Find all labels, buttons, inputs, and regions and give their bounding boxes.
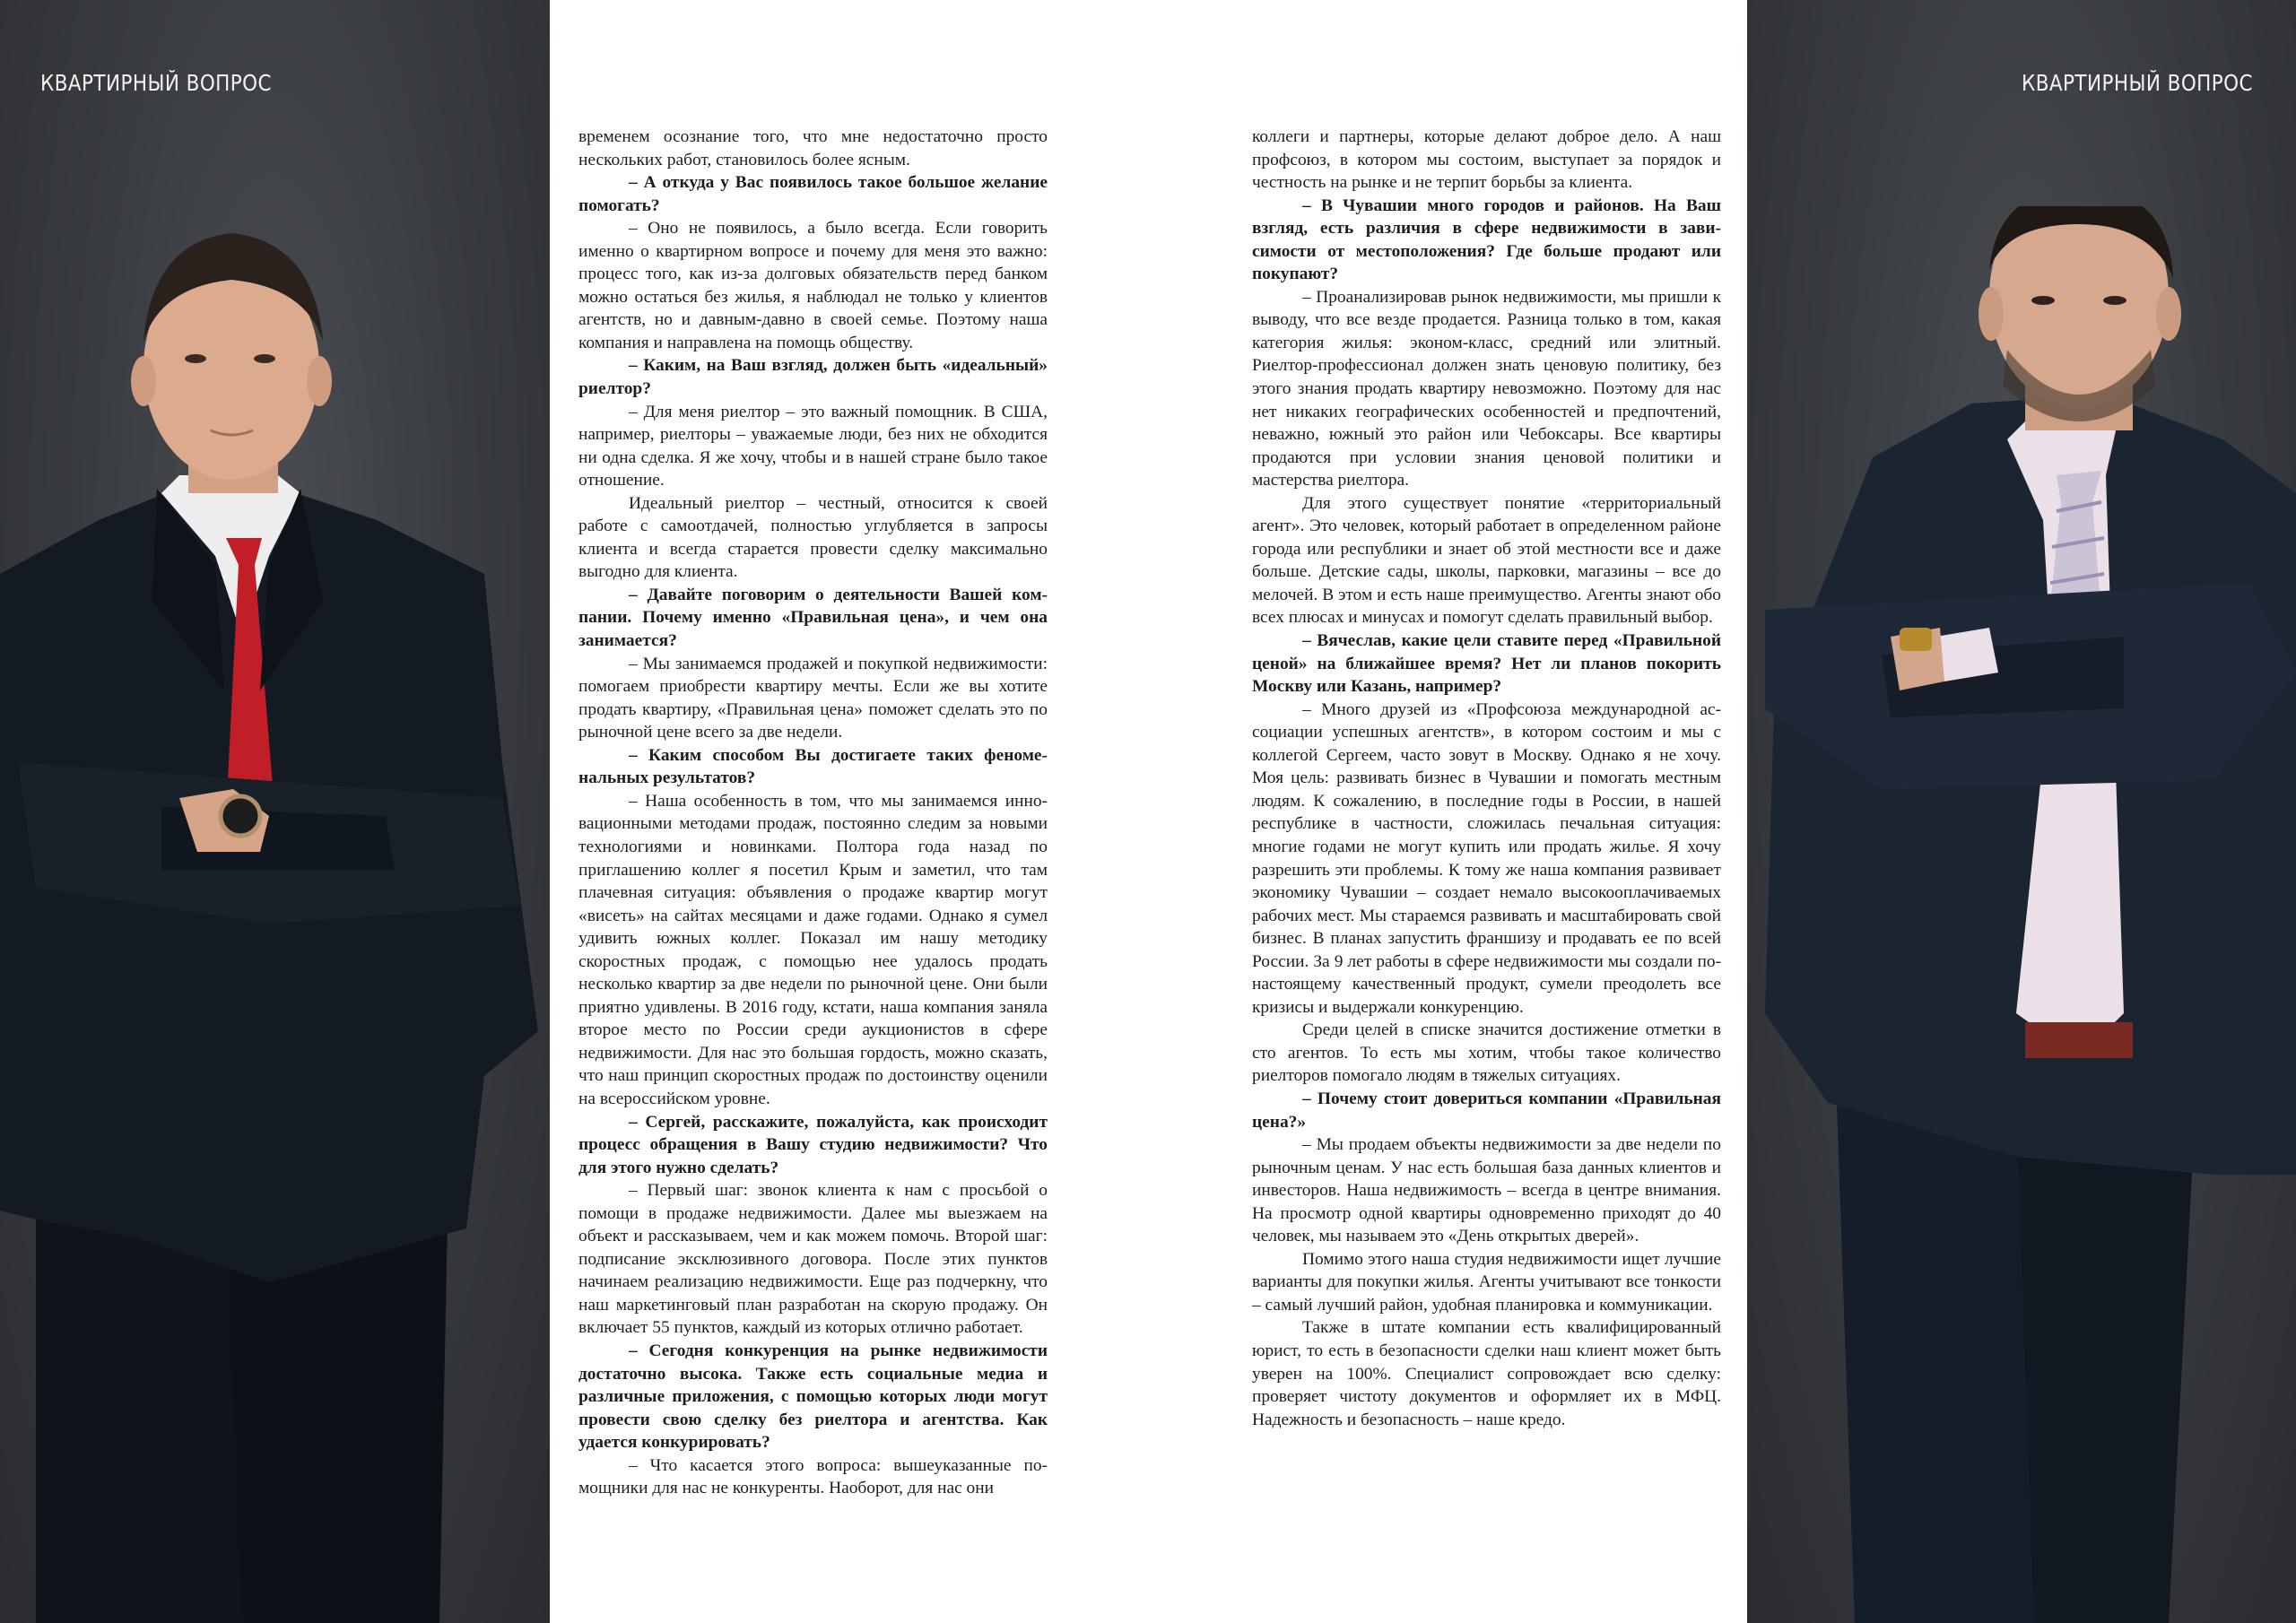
- interview-answer: Также в штате компании есть квалифицированный юрист, то есть в безопасности сделки наш клиент может быть уверен на 100%. Специалист сопровождает всю сделку: проверяет чистоту документов и оформляет их в МФЦ. Надежность и безопасность – наше кредо.: [1252, 1318, 1721, 1429]
- interview-question: – Сегодня конкуренция на рынке недвижимости достаточно высока. Также есть социальные медиа и различные приложения, с помощью которых люди могут провести свою сделку без риелтора и агентства. Как удается конкурировать?: [578, 1341, 1048, 1453]
- interview-answer: – Мы продаем объекты недвижимости за две недели по рыночным ценам. У нас есть большая база данных клиентов и инвесторов. Наша недвижимость – всегда в центре внимания. На просмотр одной квартиры одновременно приходят до 40 человек, мы называем это «День открытых дверей».: [1252, 1135, 1721, 1246]
- article-column-right: [1252, 126, 1721, 1431]
- interview-answer: – Много друзей из «Профсоюза международной ассоциации успешных агентств», в котором состоим и мы с коллегой Сергеем, часто зовут в Москву. Однако я не хочу. Моя цель: развивать бизнес в Чувашии и помогать местным людям. К сожалению, в последние годы в России, в нашей республике в частности, сложилась печальная ситуация: многие годами не могут купить или продать жилье. Я хочу разрешить эти проблемы. К тому же наша компания развивает экономику Чувашии – создает немало высокооплачиваемых рабочих мест. Мы стараемся развивать и масштабировать свой бизнес. В планах запустить франшизу и продавать ее по всей России. За 9 лет работы в сфере недвижимости мы создали по-настоящему качественный продукт, сумели преодолеть все кризисы и выдержали конкуренцию.: [1252, 699, 1721, 1017]
- article-column-left: [578, 126, 1048, 1500]
- interview-answer: – Оно не появилось, а было всегда. Если говорить именно о квартирном вопросе и почему для меня это важно: процесс того, как из-за долговых обязательств перед банком можно остаться без жилья, я наблюдал не только у клиентов агентств, но и давным-давно в своей семье. Поэтому наша компания и направлена на помощь обществу.: [578, 219, 1048, 352]
- article-text-panel: [550, 0, 1747, 1623]
- portrait-left: [0, 224, 550, 1623]
- interview-question: – А откуда у Вас появилось такое большое желание помогать?: [578, 173, 1048, 215]
- interview-answer: – Для меня риелтор – это важный помощник. В США, например, риелторы – уважаемые люди, без них не обходится ни одна сделка. Я же хочу, чтобы и в нашей стране было такое отношение.: [578, 402, 1048, 490]
- interview-answer: временем осознание того, что мне недостаточно просто нескольких работ, становилось более ясным.: [578, 127, 1048, 169]
- right-photo-panel: [1747, 0, 2296, 1623]
- interview-answer: Помимо этого наша студия недвижимости ищет лучшие варианты для покупки жилья. Агенты учитывают все тонкости – самый лучший район, удобная планировка и коммуникации.: [1252, 1249, 1721, 1315]
- interview-question: – Почему стоит довериться компании «Правильная цена?»: [1252, 1089, 1721, 1132]
- interview-answer: Среди целей в списке значится достижение отметки в сто агентов. То есть мы хотим, чтобы такое количество риелторов помогало людям в тяжелых ситуациях.: [1252, 1020, 1721, 1086]
- interview-answer: – Проанализировав рынок недвижимости, мы пришли к выводу, что все везде продается. Разница только в том, какая категория жилья: эконом-класс, средний или элитный. Риелтор-профессионал должен знать ценовую политику, без этого знания продать квартиру невозможно. Поэтому для нас нет никаких географических особенностей и предпочтений, неважно, южный это район или Чебоксары. Все квартиры продаются при условии знания ценовой политики и мастерства риелтора.: [1252, 287, 1721, 490]
- interview-question: – Каким способом Вы достигаете таких феноменальных результатов?: [578, 745, 1048, 788]
- interview-question: – Давайте поговорим о деятельности Вашей компании. Почему именно «Правильная цена», и чем она занимается?: [578, 585, 1048, 651]
- interview-answer: – Мы занимаемся продажей и покупкой недвижимости: помогаем приобрести квартиру мечты. Если же вы хотите продать квартиру, «Правильная цена» поможет сделать это по рыночной цене всего за две недели.: [578, 654, 1048, 742]
- interview-question: – Вячеслав, какие цели ставите перед «Правильной ценой» на ближайшее время? Нет ли планов покорить Москву или Казань, например?: [1252, 631, 1721, 697]
- section-title-left: КВАРТИРНЫЙ ВОПРОС: [40, 70, 272, 96]
- interview-question: – Каким, на Ваш взгляд, должен быть «идеальный» риелтор?: [578, 356, 1048, 399]
- left-photo-panel: [0, 0, 550, 1623]
- interview-answer: коллеги и партнеры, которые делают доброе дело. А наш профсоюз, в котором мы состоим, выступает за порядок и честность на рынке и не терпит борьбы за клиента.: [1252, 127, 1721, 193]
- interview-answer: Идеальный риелтор – честный, относится к своей работе с самоотдачей, полностью углубляется в запросы клиента и всегда старается провести сделку максимально выгодно для клиента.: [578, 493, 1048, 582]
- portrait-right: [1747, 206, 2296, 1623]
- interview-answer: Для этого существует понятие «территориальный агент». Это человек, который работает в определенном районе города или республики и знает об этой местности все и даже больше. Детские сады, школы, парковки, магазины – все до мелочей. В этом и есть наше преимущество. Агенты знают обо всех плюсах и минусах и помогут сделать правильный выбор.: [1252, 493, 1721, 628]
- interview-question: – Сергей, расскажите, пожалуйста, как происходит процесс обращения в Вашу студию недвижимости? Что для этого нужно сделать?: [578, 1112, 1048, 1177]
- interview-answer: – Что касается этого вопроса: вышеуказанные помощники для нас не конкуренты. Наоборот, для нас они: [578, 1455, 1048, 1498]
- interview-answer: – Наша особенность в том, что мы занимаемся инновационными методами продаж, постоянно следим за новыми технологиями и новинками. Полтора года назад по приглашению коллег я посетил Крым и заметил, что там плачевная ситуация: объявления о продаже квартир могут «висеть» на сайтах месяцами и даже годами. Однако я сумел удивить южных коллег. Показал им нашу методику скоростных продаж, с помощью нее удалось продать несколько квартир за две недели по рыночной цене. Они были приятно удивлены. В 2016 году, кстати, наша компания заняла второе место по России среди аукционистов в сфере недвижимости. Для нас это большая гордость, можно сказать, что наш принцип скоростных продаж по достоинству оценили на всероссийском уровне.: [578, 791, 1048, 1108]
- man-portrait-icon: [1747, 206, 2296, 1623]
- man-portrait-icon: [0, 224, 550, 1623]
- interview-answer: – Первый шаг: звонок клиента к нам с просьбой о помощи в продаже недвижимости. Далее мы выезжаем на объект и рассказываем, чем и как можем помочь. Второй шаг: подписание эксклюзивного договора. После этих пунктов начинаем реализацию недвижимости. Еще раз подчеркну, что наш маркетинговый план разработан на скорую продажу. Он включает 55 пунктов, каждый из которых отлично работает.: [578, 1181, 1048, 1338]
- section-title-right: КВАРТИРНЫЙ ВОПРОС: [2022, 70, 2253, 96]
- interview-question: – В Чувашии много городов и районов. На Ваш взгляд, есть различия в сфере недвижимости в зависимости от местоположения? Где больше продают или покупают?: [1252, 195, 1721, 284]
